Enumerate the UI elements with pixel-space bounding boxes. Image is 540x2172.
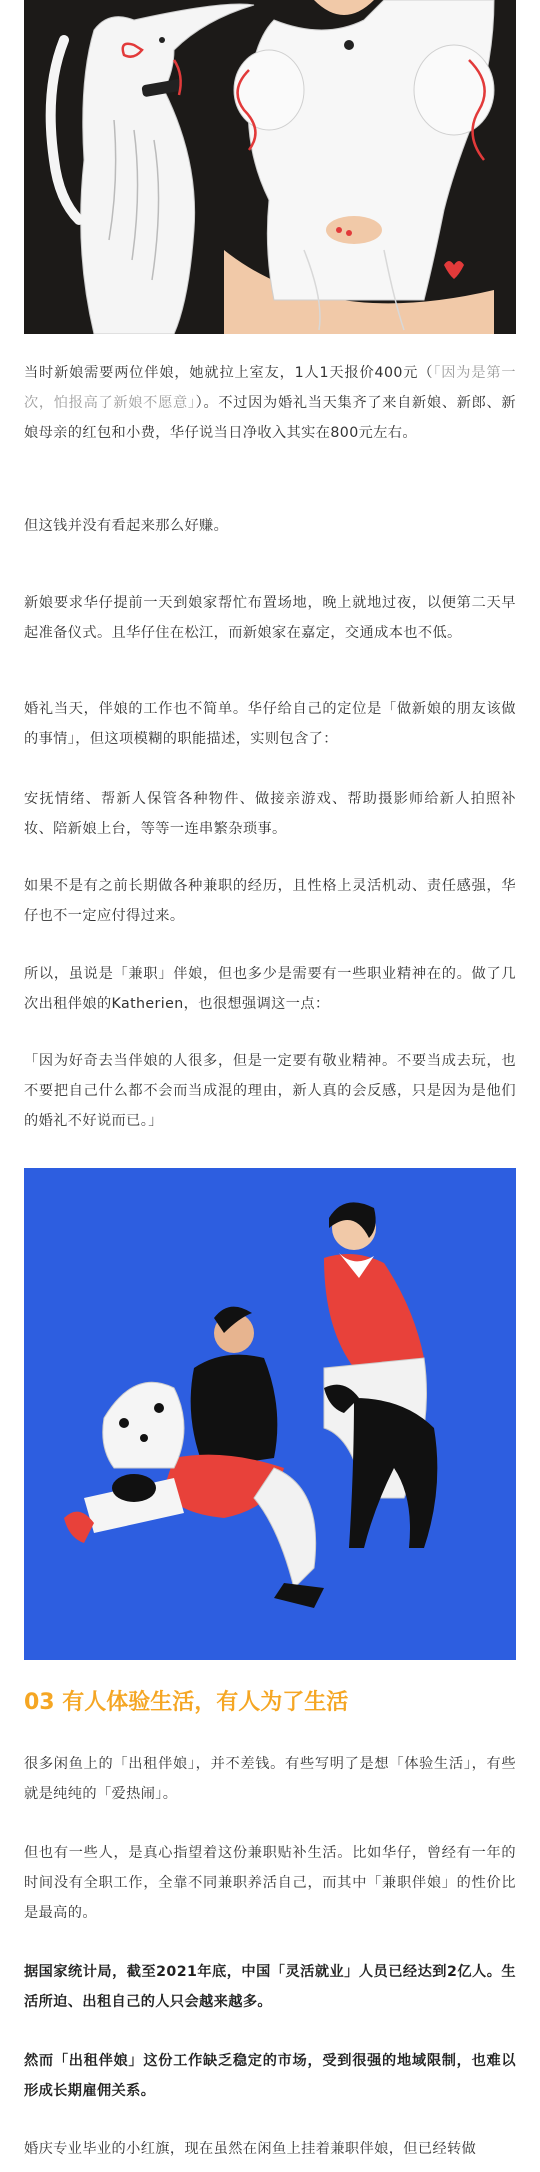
paragraph-1-rest: ）。不过因为婚礼当天集齐了来自新娘、新郎、新娘母亲的红包和小费，华仔说当日净收入其实在800元左右。 (24, 395, 517, 441)
paragraph-1 (24, 358, 516, 448)
section-heading: 03 有人体验生活，有人为了生活 (24, 1690, 349, 1715)
illustration-bride-and-dog (24, 0, 516, 334)
paragraph-1-note: 「因为是第一次，怕报高了新娘不愿意」 (24, 365, 516, 411)
paragraph-2: 但这钱并没有看起来那么好赚。 (24, 518, 229, 534)
paragraph-1-main: 当时新娘需要两位伴娘，她就拉上室友，1人1天报价400元（ (24, 365, 434, 381)
paragraph-11: 据国家统计局，截至2021年底，中国「灵活就业」人员已经达到2亿人。生活所迫、出租自己的人只会越来越多。 (24, 1964, 516, 2010)
illustration-three-women (24, 1168, 516, 1660)
paragraph-3: 新娘要求华仔提前一天到娘家帮忙布置场地，晚上就地过夜，以便第二天早起准备仪式。且华仔住在松江，而新娘家在嘉定，交通成本也不低。 (24, 595, 516, 641)
paragraph-9: 很多闲鱼上的「出租伴娘」，并不差钱。有些写明了是想「体验生活」，有些就是纯纯的「爱热闹」。 (24, 1756, 516, 1802)
illustration-three-women-art (24, 1168, 516, 1660)
paragraph-10: 但也有一些人，是真心指望着这份兼职贴补生活。比如华仔，曾经有一年的时间没有全职工作，全靠不同兼职养活自己，而其中「兼职伴娘」的性价比是最高的。 (24, 1845, 516, 1921)
paragraph-6: 如果不是有之前长期做各种兼职的经历，且性格上灵活机动、责任感强，华仔也不一定应付得过来。 (24, 878, 516, 924)
paragraph-7: 所以，虽说是「兼职」伴娘，但也多少是需要有一些职业精神在的。做了几次出租伴娘的Katherien，也很想强调这一点： (24, 966, 516, 1012)
paragraph-8-quote: 「因为好奇去当伴娘的人很多，但是一定要有敬业精神。不要当成去玩，也不要把自己什么都不会而当成混的理由，新人真的会反感，只是因为是他们的婚礼不好说而已。」 (24, 1053, 516, 1129)
paragraph-12: 然而「出租伴娘」这份工作缺乏稳定的市场，受到很强的地域限制，也难以形成长期雇佣关系。 (24, 2053, 516, 2099)
illustration-bride-and-dog-art (24, 0, 516, 334)
paragraph-4: 婚礼当天，伴娘的工作也不简单。华仔给自己的定位是「做新娘的朋友该做的事情」，但这项模糊的职能描述，实则包含了： (24, 701, 516, 747)
paragraph-13: 婚庆专业毕业的小红旗，现在虽然在闲鱼上挂着兼职伴娘，但已经转做 (24, 2141, 477, 2157)
paragraph-5: 安抚情绪、帮新人保管各种物件、做接亲游戏、帮助摄影师给新人拍照补妆、陪新娘上台，等等一连串繁杂琐事。 (24, 791, 516, 837)
